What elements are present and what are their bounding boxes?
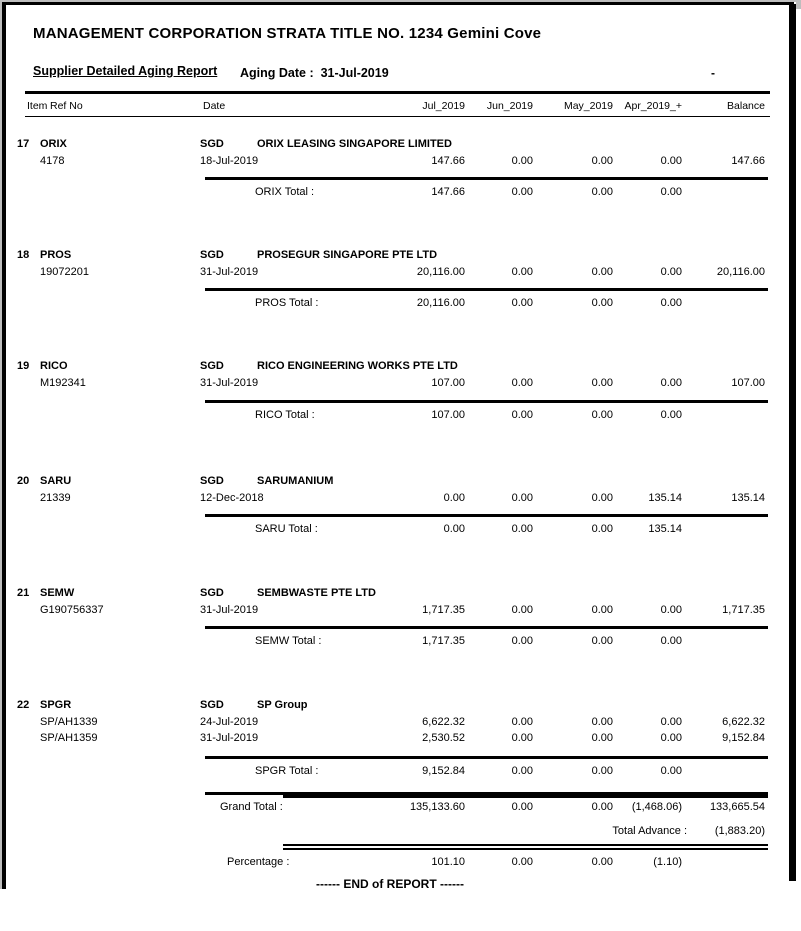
invoice-ref: SP/AH1359	[40, 732, 98, 744]
invoice-row	[0, 715, 801, 729]
double-rule-bottom	[283, 848, 768, 850]
amount-may: 0.00	[591, 604, 613, 616]
aging-date-value: 31-Jul-2019	[320, 66, 389, 80]
total-label: PROS Total :	[255, 297, 319, 309]
amount-jun: 0.00	[511, 377, 533, 389]
grand-total-may: 0.00	[591, 801, 613, 813]
supplier-code: SEMW	[40, 587, 75, 599]
total-jun: 0.00	[511, 635, 533, 647]
col-balance: Balance	[727, 100, 765, 112]
total-may: 0.00	[591, 297, 613, 309]
grand-total-balance: 133,665.54	[709, 801, 765, 813]
header-rule-top	[25, 91, 770, 94]
total-label: ORIX Total :	[255, 186, 315, 198]
supplier-total-row	[0, 634, 801, 648]
supplier-name: ORIX LEASING SINGAPORE LIMITED	[257, 138, 452, 150]
amount-jun: 0.00	[511, 266, 533, 278]
total-separator-line	[205, 626, 768, 629]
amount-jun: 0.00	[511, 604, 533, 616]
total-separator-line	[205, 288, 768, 291]
percentage-jul: 101.10	[431, 856, 465, 868]
amount-apr: 0.00	[660, 377, 682, 389]
amount-jul: 147.66	[431, 155, 465, 167]
percentage-jun: 0.00	[511, 856, 533, 868]
amount-balance: 1,717.35	[722, 604, 765, 616]
aging-date-label: Aging Date :	[240, 66, 314, 80]
invoice-date: 24-Jul-2019	[200, 716, 259, 728]
item-no: 21	[17, 587, 30, 599]
supplier-code: SARU	[40, 475, 72, 487]
report-title: MANAGEMENT CORPORATION STRATA TITLE NO. 1234 Gemini Cove	[33, 25, 542, 42]
total-advance-label: Total Advance :	[612, 825, 687, 837]
page-border-right	[789, 4, 796, 881]
supplier-name: SP Group	[257, 699, 308, 711]
supplier-total-row	[0, 522, 801, 536]
total-jun: 0.00	[511, 765, 533, 777]
end-of-report: ------ END of REPORT ------	[316, 877, 464, 891]
amount-jul: 2,530.52	[422, 732, 465, 744]
supplier-row	[0, 137, 801, 151]
amount-jul: 20,116.00	[416, 266, 465, 278]
grand-total-line-2	[283, 795, 768, 798]
amount-jun: 0.00	[511, 732, 533, 744]
invoice-row	[0, 265, 801, 279]
currency-code: SGD	[200, 587, 224, 599]
supplier-row	[0, 359, 801, 373]
amount-jun: 0.00	[511, 492, 533, 504]
amount-apr: 0.00	[660, 155, 682, 167]
amount-apr: 135.14	[648, 492, 682, 504]
invoice-ref: M192341	[40, 377, 86, 389]
currency-code: SGD	[200, 699, 224, 711]
amount-jul: 6,622.32	[422, 716, 465, 728]
total-apr: 0.00	[660, 409, 682, 421]
amount-jul: 107.00	[431, 377, 465, 389]
currency-code: SGD	[200, 360, 224, 372]
grand-total-row	[0, 800, 801, 814]
amount-jun: 0.00	[511, 716, 533, 728]
total-separator-line	[205, 756, 768, 759]
invoice-ref: G190756337	[40, 604, 104, 616]
invoice-row	[0, 731, 801, 745]
item-no: 19	[17, 360, 30, 372]
supplier-total-row	[0, 408, 801, 422]
total-jul: 20,116.00	[416, 297, 465, 309]
total-apr: 0.00	[660, 765, 682, 777]
invoice-row	[0, 154, 801, 168]
currency-code: SGD	[200, 138, 224, 150]
amount-may: 0.00	[591, 492, 613, 504]
amount-balance: 9,152.84	[722, 732, 765, 744]
total-jul: 147.66	[431, 186, 465, 198]
amount-balance: 20,116.00	[716, 266, 765, 278]
invoice-row	[0, 376, 801, 390]
col-may-2019: May_2019	[563, 100, 613, 112]
amount-may: 0.00	[591, 266, 613, 278]
supplier-code: RICO	[40, 360, 68, 372]
amount-jun: 0.00	[511, 155, 533, 167]
item-no: 22	[17, 699, 30, 711]
currency-code: SGD	[200, 475, 224, 487]
grand-total-jul: 135,133.60	[409, 801, 465, 813]
amount-jul: 0.00	[443, 492, 465, 504]
item-no: 18	[17, 249, 30, 261]
supplier-name: SEMBWASTE PTE LTD	[257, 587, 376, 599]
item-no: 17	[17, 138, 30, 150]
total-apr: 0.00	[660, 297, 682, 309]
total-advance-row	[0, 824, 801, 838]
total-apr: 0.00	[660, 635, 682, 647]
supplier-name: RICO ENGINEERING WORKS PTE LTD	[257, 360, 458, 372]
total-label: SPGR Total :	[255, 765, 319, 777]
grand-total-jun: 0.00	[511, 801, 533, 813]
col-item: Item	[27, 100, 48, 112]
report-name: Supplier Detailed Aging Report	[33, 64, 218, 78]
supplier-row	[0, 248, 801, 262]
supplier-row	[0, 474, 801, 488]
supplier-code: ORIX	[40, 138, 67, 150]
percentage-row	[0, 855, 801, 869]
column-header-row	[0, 99, 801, 113]
amount-apr: 0.00	[660, 716, 682, 728]
amount-apr: 0.00	[660, 604, 682, 616]
grand-total-label: Grand Total :	[220, 801, 283, 813]
supplier-total-row	[0, 185, 801, 199]
total-may: 0.00	[591, 523, 613, 535]
header-rule-bottom	[25, 116, 770, 117]
total-jun: 0.00	[511, 409, 533, 421]
page-border-top	[2, 2, 794, 5]
invoice-date: 31-Jul-2019	[200, 266, 259, 278]
col-date: Date	[203, 100, 226, 112]
amount-balance: 6,622.32	[722, 716, 765, 728]
invoice-ref: 19072201	[40, 266, 89, 278]
percentage-label: Percentage :	[227, 856, 290, 868]
supplier-name: PROSEGUR SINGAPORE PTE LTD	[257, 249, 438, 261]
total-jul: 1,717.35	[422, 635, 465, 647]
total-jul: 0.00	[443, 523, 465, 535]
supplier-row	[0, 586, 801, 600]
amount-balance: 135.14	[731, 492, 765, 504]
total-label: RICO Total :	[255, 409, 315, 421]
total-label: SEMW Total :	[255, 635, 322, 647]
invoice-date: 31-Jul-2019	[200, 604, 259, 616]
invoice-date: 12-Dec-2018	[200, 492, 264, 504]
total-separator-line	[205, 400, 768, 403]
col-ref-no: Ref No	[50, 100, 83, 112]
supplier-code: SPGR	[40, 699, 72, 711]
supplier-total-row	[0, 764, 801, 778]
total-jul: 107.00	[431, 409, 465, 421]
supplier-code: PROS	[40, 249, 72, 261]
invoice-date: 18-Jul-2019	[200, 155, 259, 167]
percentage-may: 0.00	[591, 856, 613, 868]
col-jun-2019: Jun_2019	[486, 100, 533, 112]
invoice-ref: SP/AH1339	[40, 716, 98, 728]
invoice-date: 31-Jul-2019	[200, 377, 259, 389]
amount-jul: 1,717.35	[422, 604, 465, 616]
invoice-date: 31-Jul-2019	[200, 732, 259, 744]
total-apr: 0.00	[660, 186, 682, 198]
aging-date	[240, 66, 389, 80]
total-jul: 9,152.84	[422, 765, 465, 777]
total-separator-line	[205, 177, 768, 180]
total-jun: 0.00	[511, 297, 533, 309]
amount-may: 0.00	[591, 155, 613, 167]
supplier-row	[0, 698, 801, 712]
total-may: 0.00	[591, 765, 613, 777]
amount-may: 0.00	[591, 732, 613, 744]
stray-dash: -	[711, 66, 715, 80]
total-jun: 0.00	[511, 186, 533, 198]
currency-code: SGD	[200, 249, 224, 261]
invoice-row	[0, 603, 801, 617]
col-jul-2019: Jul_2019	[422, 100, 465, 112]
invoice-row	[0, 491, 801, 505]
amount-apr: 0.00	[660, 732, 682, 744]
total-advance-value: (1,883.20)	[714, 825, 765, 837]
amount-balance: 147.66	[731, 155, 765, 167]
grand-total-apr: (1,468.06)	[631, 801, 682, 813]
frame-gray-corner	[796, 0, 801, 9]
total-separator-line	[205, 514, 768, 517]
amount-may: 0.00	[591, 377, 613, 389]
total-apr: 135.14	[648, 523, 682, 535]
total-may: 0.00	[591, 186, 613, 198]
double-rule-top	[283, 844, 768, 846]
percentage-apr: (1.10)	[653, 856, 682, 868]
total-label: SARU Total :	[255, 523, 318, 535]
invoice-ref: 21339	[40, 492, 71, 504]
amount-may: 0.00	[591, 716, 613, 728]
amount-balance: 107.00	[731, 377, 765, 389]
total-may: 0.00	[591, 635, 613, 647]
col-apr-2019-plus: Apr_2019_+	[624, 100, 682, 112]
supplier-total-row	[0, 296, 801, 310]
page-border-left	[2, 2, 6, 889]
total-jun: 0.00	[511, 523, 533, 535]
invoice-ref: 4178	[40, 155, 65, 167]
amount-apr: 0.00	[660, 266, 682, 278]
supplier-name: SARUMANIUM	[257, 475, 334, 487]
total-may: 0.00	[591, 409, 613, 421]
item-no: 20	[17, 475, 30, 487]
